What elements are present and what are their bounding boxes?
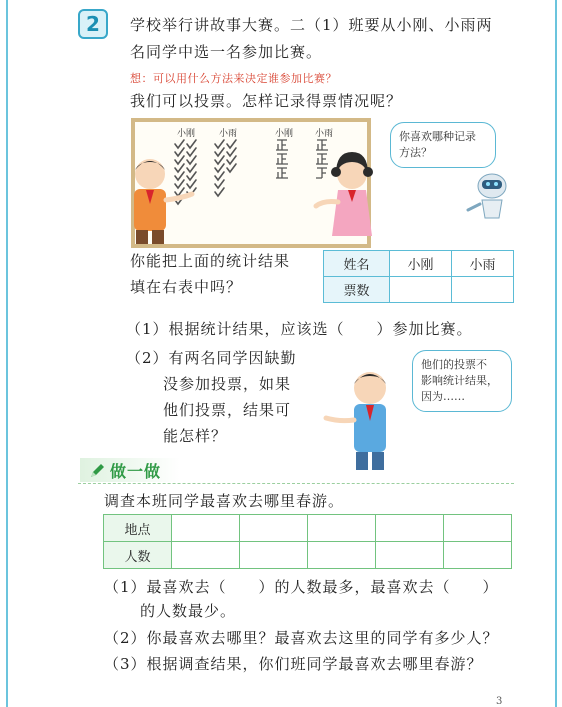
question-1-2-line-2: 没参加投票，如果 [163, 375, 292, 393]
pencil-icon [88, 462, 106, 480]
survey-count-cell[interactable] [172, 542, 240, 569]
survey-table [103, 514, 512, 569]
page-frame-right [555, 0, 557, 707]
intro-line-2: 名同学中选一名参加比赛。 [130, 43, 323, 61]
fill-prompt-line-2: 填在右表中吗？ [130, 278, 243, 296]
survey-place-cell[interactable] [172, 515, 240, 542]
survey-place-cell[interactable] [444, 515, 512, 542]
girl-illustration [312, 150, 382, 250]
survey-count-cell[interactable] [444, 542, 512, 569]
question-1-2-line-4: 能怎样？ [163, 427, 228, 445]
robot-speech-bubble [390, 122, 496, 168]
vote-count-xiaoyu-cell[interactable] [452, 277, 514, 303]
vote-table-row-label: 票数 [324, 277, 390, 303]
hint-text: 想：可以用什么方法来决定谁参加比赛？ [130, 72, 337, 85]
survey-table-place-row [104, 515, 512, 542]
vote-table-header-xiaogang: 小刚 [390, 251, 452, 277]
page-frame-left [6, 0, 8, 707]
board-name-xiaogang-2: 小刚 [275, 129, 294, 139]
do-it-title: 做一做 [110, 462, 162, 481]
survey-count-cell[interactable] [308, 542, 376, 569]
question-2-3: （3）根据调查结果，你们班同学最喜欢去哪里春游？ [104, 655, 483, 673]
survey-place-cell[interactable] [240, 515, 308, 542]
intro-line-3: 我们可以投票。怎样记录得票情况呢？ [130, 92, 403, 110]
vote-table-header-xiaoyu: 小雨 [452, 251, 514, 277]
board-name-xiaoyu-1: 小雨 [219, 129, 238, 139]
boy-illustration [118, 150, 198, 250]
vote-count-xiaogang-cell[interactable] [390, 277, 452, 303]
survey-count-label: 人数 [104, 542, 172, 569]
boy-bubble-line-3: 因为…… [421, 390, 465, 403]
boy-blue-illustration [318, 368, 404, 472]
fill-prompt-line-1: 你能把上面的统计结果 [130, 252, 291, 270]
page-number: 3 [496, 696, 503, 707]
boy-bubble-line-1: 他们的投票不 [421, 358, 487, 371]
question-1-1: （1）根据统计结果，应该选（ ）参加比赛。 [126, 320, 473, 338]
robot-icon [462, 164, 522, 224]
problem-number-badge: 2 [78, 9, 108, 39]
board-name-xiaogang-1: 小刚 [177, 129, 196, 139]
vote-table [323, 250, 514, 303]
question-1-2-line-3: 他们投票，结果可 [163, 401, 292, 419]
question-2-2: （2）你最喜欢去哪里？最喜欢去这里的同学有多少人？ [104, 629, 499, 647]
question-2-1-line-1: （1）最喜欢去（ ）的人数最多，最喜欢去（ ） [104, 578, 499, 596]
intro-line-1: 学校举行讲故事大赛。二（1）班要从小刚、小雨两 [130, 16, 493, 34]
survey-table-count-row [104, 542, 512, 569]
survey-place-cell[interactable] [308, 515, 376, 542]
question-2-1-line-2: 的人数最少。 [140, 602, 237, 620]
robot-bubble-line-2: 方法？ [399, 146, 432, 159]
vote-table-header-name: 姓名 [324, 251, 390, 277]
boy-speech-bubble [412, 350, 512, 412]
do-it-task: 调查本班同学最喜欢去哪里春游。 [104, 492, 345, 510]
survey-count-cell[interactable] [240, 542, 308, 569]
boy-bubble-line-2: 影响统计结果， [421, 374, 498, 387]
survey-count-cell[interactable] [376, 542, 444, 569]
vote-table-header-row [324, 251, 514, 277]
survey-place-cell[interactable] [376, 515, 444, 542]
vote-table-count-row [324, 277, 514, 303]
question-1-2-line-1: （2）有两名同学因缺勤 [126, 349, 297, 367]
board-name-xiaoyu-2: 小雨 [315, 129, 334, 139]
survey-place-label: 地点 [104, 515, 172, 542]
robot-bubble-line-1: 你喜欢哪种记录 [399, 130, 476, 143]
